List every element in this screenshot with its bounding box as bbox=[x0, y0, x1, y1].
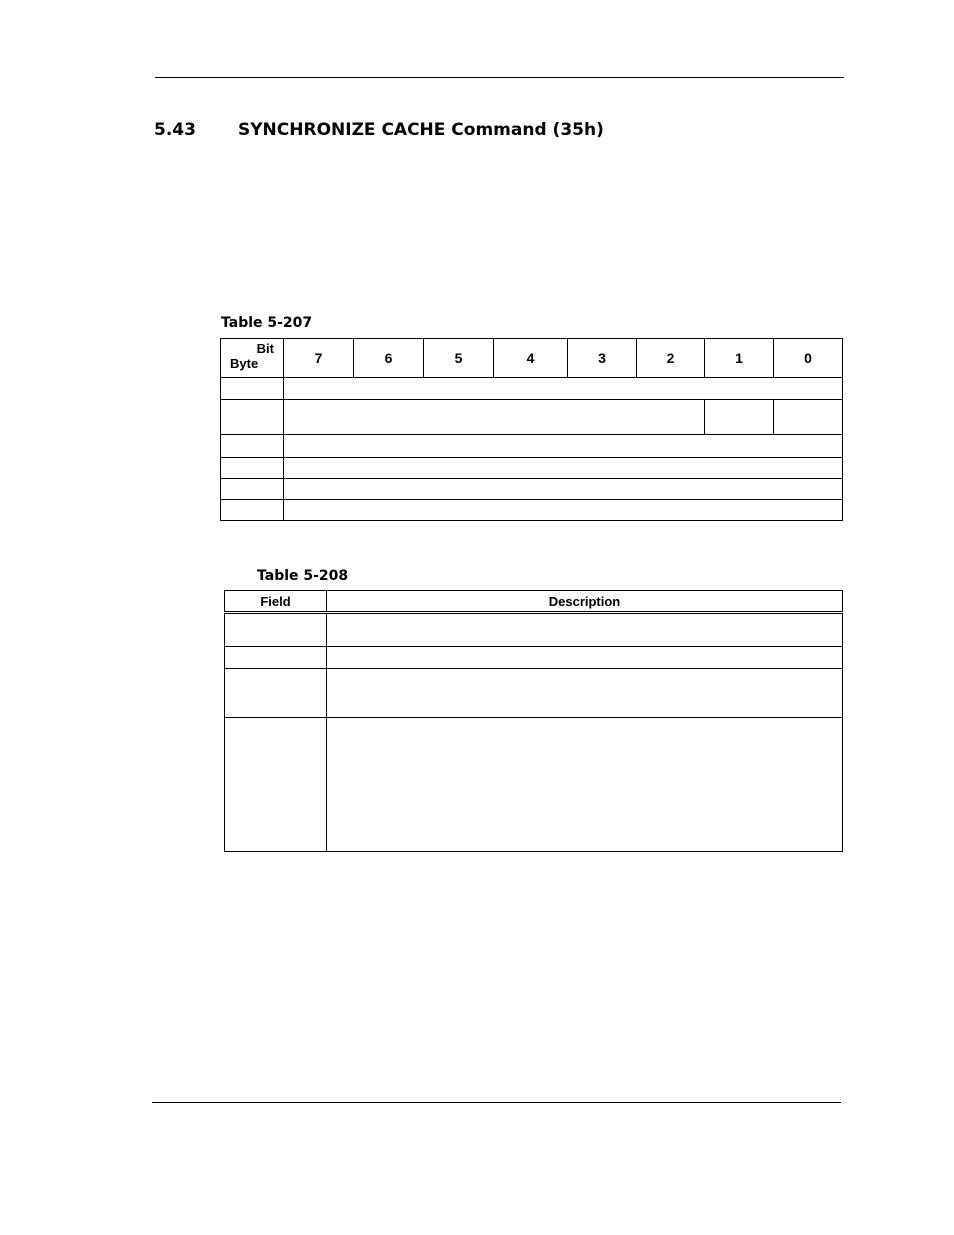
field-description-cell bbox=[327, 613, 843, 647]
cdb-field-cell bbox=[284, 479, 843, 500]
bit-byte-corner-cell bbox=[221, 339, 284, 378]
byte-cell bbox=[221, 378, 284, 400]
byte-cell bbox=[221, 479, 284, 500]
field-row bbox=[225, 613, 843, 647]
cdb-field-cell bbox=[284, 500, 843, 521]
cdb-field-cell bbox=[705, 400, 774, 435]
field-row bbox=[225, 669, 843, 718]
field-name-cell bbox=[225, 647, 327, 669]
byte-cell bbox=[221, 458, 284, 479]
field-description-cell bbox=[327, 718, 843, 852]
byte-cell bbox=[221, 400, 284, 435]
cdb-row bbox=[221, 435, 843, 458]
cdb-row bbox=[221, 479, 843, 500]
header-rule bbox=[155, 77, 844, 78]
bit-2-header: 2 bbox=[637, 339, 705, 378]
field-column-header: Field bbox=[225, 591, 327, 613]
cdb-field-cell bbox=[284, 378, 843, 400]
field-row bbox=[225, 647, 843, 669]
field-name-cell bbox=[225, 669, 327, 718]
field-header-row bbox=[225, 591, 843, 613]
field-table-caption: Table 5-208 bbox=[257, 568, 349, 584]
cdb-row bbox=[221, 458, 843, 479]
field-row bbox=[225, 718, 843, 852]
footer-rule bbox=[152, 1102, 841, 1103]
field-description-cell bbox=[327, 669, 843, 718]
cdb-table-caption: Table 5-207 bbox=[221, 315, 313, 331]
cdb-field-cell bbox=[284, 400, 705, 435]
byte-label: Byte bbox=[230, 356, 259, 371]
byte-cell bbox=[221, 500, 284, 521]
bit-header-row bbox=[221, 339, 843, 378]
section-title: SYNCHRONIZE CACHE Command (35h) bbox=[238, 120, 604, 140]
bit-3-header: 3 bbox=[568, 339, 637, 378]
cdb-row bbox=[221, 378, 843, 400]
cdb-row bbox=[221, 500, 843, 521]
bit-5-header: 5 bbox=[424, 339, 494, 378]
cdb-row bbox=[221, 400, 843, 435]
bit-6-header: 6 bbox=[354, 339, 424, 378]
cdb-field-cell bbox=[284, 458, 843, 479]
byte-cell bbox=[221, 435, 284, 458]
description-column-header: Description bbox=[327, 591, 843, 613]
bit-4-header: 4 bbox=[494, 339, 568, 378]
field-description-table bbox=[224, 590, 843, 852]
field-name-cell bbox=[225, 613, 327, 647]
cdb-field-cell bbox=[284, 435, 843, 458]
section-number: 5.43 bbox=[154, 120, 196, 140]
field-description-cell bbox=[327, 647, 843, 669]
bit-1-header: 1 bbox=[705, 339, 774, 378]
cdb-field-cell bbox=[774, 400, 843, 435]
cdb-format-table bbox=[220, 338, 843, 521]
bit-label: Bit bbox=[256, 341, 274, 356]
bit-7-header: 7 bbox=[284, 339, 354, 378]
bit-0-header: 0 bbox=[774, 339, 843, 378]
field-name-cell bbox=[225, 718, 327, 852]
